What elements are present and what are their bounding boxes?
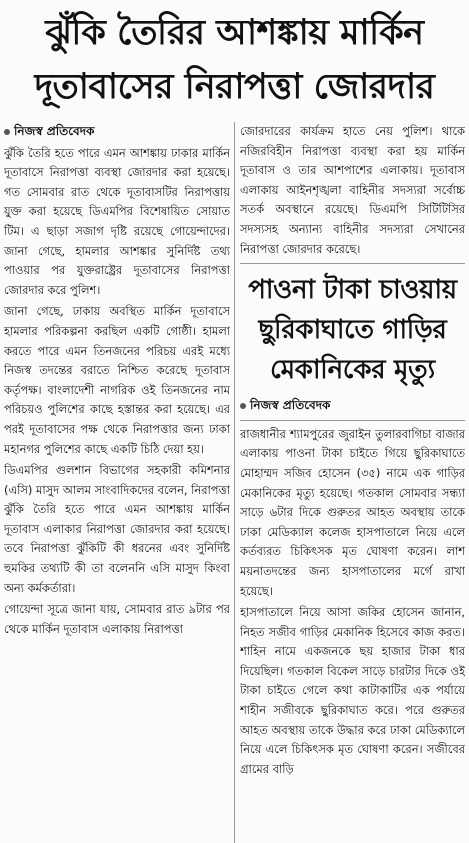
article1-paragraph-continued: জোরদারের কার্যক্রম হাতে নেয় পুলিশ। থাকে নজিরবিহীন নিরাপত্তা ব্যবস্থা করা হয় মার্কিন দূতাবাস ও তার আশপাশের এলাকায়। দূতাবাস এলাকায় আইনশৃঙ্খলা বাহিনীর সদস্যরা সর্বোচ্চ সতর্ক অবস্থানে রয়েছে। ডিএমপি সিটিটিসির সদস্যসহ অন্যান্য বাহিনীর সদস্যরা সেখানের নিরাপত্তা জোরদার করেছে। [240, 124, 465, 256]
section-divider [240, 263, 465, 264]
headline-line-2: দূতাবাসের নিরাপত্তা জোরদার [34, 67, 435, 107]
headline [0, 0, 469, 118]
article2-paragraph: রাজধানীর শ্যামপুরের জুরাইন তুলারবাগিচা বাজার এলাকায় পাওনা টাকা চাইতে গিয়ে ছুরিকাঘাতে মোহাম্মদ সজিব হোসেন (৩৫) নামে এক গাড়ির মেকানিকের মৃত্যু হয়েছে। গতকাল সোমবার সন্ধ্যা সাড়ে ৬টার দিকে গুরুতর আহত অবস্থায় তাকে ঢাকা মেডিক্যাল কলেজ হাসপাতালে নিয়ে এলে কর্তব্যরত চিকিৎসক মৃত ঘোষণা করেন। লাশ ময়নাতদন্তের জন্য হাসপাতালের মর্গে রাখা হয়েছে। [240, 426, 465, 598]
article1-byline [4, 122, 230, 142]
article2-headline-line-1: পাওনা টাকা চাওয়ায় [248, 275, 457, 306]
right-column [240, 122, 465, 843]
article1-paragraph: ডিএমপির গুলশান বিভাগের সহকারী কমিশনার (এসি) মাসুদ আলম সাংবাদিকদের বলেন, নিরাপত্তা ঝুঁকি তৈরি হতে পারে এমন আশঙ্কায় মার্কিন দূতাবাস এলাকার নিরাপত্তা জোরদার করা হয়েছে। তবে নিরাপত্তা ঝুঁকিটি কী ধরনের এবং সুনির্দিষ্ট হুমকির তথ্যটি কী তা বলেননি এসি মাসুদ কিংবা অন্য কর্মকর্তারা। [4, 463, 230, 595]
article1-paragraph: ঝুঁকি তৈরি হতে পারে এমন আশঙ্কায় ঢাকার মার্কিন দূতাবাসে নিরাপত্তা ব্যবস্থা জোরদার করা হয়েছে। গত সোমবার রাত থেকে দূতাবাসটির নিরাপত্তায় যুক্ত করা হয়েছে ডিএমপির বিশেষায়িত সোয়াত টিম। এ ছাড়া সজাগ দৃষ্টি রয়েছে গোয়েন্দাদের। জানা গেছে, হামলার আশঙ্কার সুনির্দিষ্ট তথ্য পাওয়ার পর যুক্তরাষ্ট্রের দূতাবাসের নিরাপত্তা জোরদার করে পুলিশ। [4, 145, 230, 297]
article1-column-left [4, 122, 230, 843]
article2-headline-line-2: ছুরিকাঘাতে গাড়ির [258, 315, 447, 346]
article1-paragraph: গোয়েন্দা সূত্রে জানা যায়, সোমবার রাত ৯টার পর থেকে মার্কিন দূতাবাস এলাকায় নিরাপত্তা [4, 602, 230, 636]
article1-paragraph: জানা গেছে, ঢাকায় অবস্থিত মার্কিন দূতাবাসে হামলার পরিকল্পনা করছিল একটি গোষ্ঠী। হামলা করতে পারে এমন তিনজনের পরিচয় এরই মধ্যে নিজস্ব তদন্তের বরাতে নিশ্চিত করেছে দূতাবাস কর্তৃপক্ষ। বাংলাদেশী নাগরিক ওই তিনজনের নাম পরিচয়ও পুলিশের কাছে হস্তান্তর করা হয়েছে। এর পরই দূতাবাসের পক্ষ থেকে নিরাপত্তার জন্য ঢাকা মহানগর পুলিশের কাছে একটি চিঠি দেয়া হয়। [4, 304, 230, 456]
article2-headline [240, 270, 465, 390]
headline-line-1: ঝুঁকি তৈরির আশঙ্কায় মার্কিন [45, 13, 424, 53]
article2-byline-text: নিজস্ব প্রতিবেদক [250, 398, 331, 413]
article2-paragraph: হাসপাতালে নিয়ে আসা জকির হোসেন জানান, নিহত সজীব গাড়ির মেকানিক হিসেবে কাজ করত। শাহিন নামে একজনকে ছয় হাজার টাকা ধার দিয়েছিল। গতকাল বিকেল সাড়ে চারটার দিকে ওই টাকা চাইতে গেলে কথা কাটাকাটির এক পর্যায়ে শাহীন সজীবকে ছুরিকাঘাত করে। পরে গুরুতর আহত অবস্থায় তাকে উদ্ধার করে ঢাকা মেডিক্যালে নিয়ে এলে চিকিৎসক মৃত ঘোষণা করেন। সজীবের গ্রামের বাড়ি [240, 605, 465, 776]
bullet-icon [4, 129, 10, 135]
bullet-icon [240, 403, 246, 409]
byline-divider [240, 420, 465, 421]
column-divider [234, 122, 235, 843]
article2-headline-line-3: মেকানিকের মৃত্যু [270, 355, 435, 386]
article2-byline [240, 396, 465, 416]
article1-byline-text: নিজস্ব প্রতিবেদক [14, 124, 95, 138]
